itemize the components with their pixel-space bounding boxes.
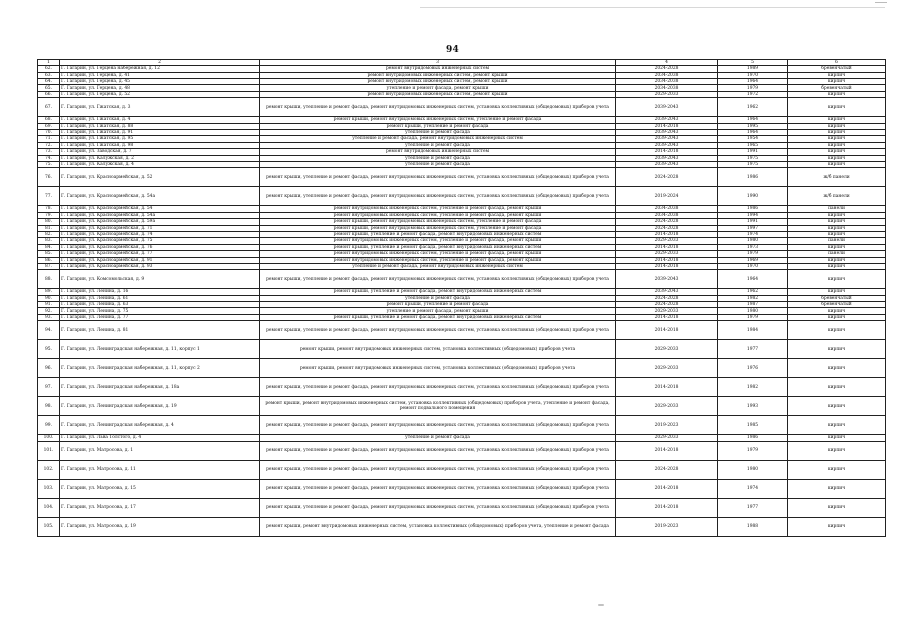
period-cell: 2029-2033 [616,91,718,97]
wall-material-cell: кирпич [788,130,886,136]
build-year-cell: 1997 [718,225,788,231]
wall-material-cell: бревенчатый [788,302,886,308]
table-row [38,397,886,416]
wall-material-cell: кирпич [788,359,886,378]
work-type-cell: ремонт внутридомовых инженерных систем, ремонт крыши [260,91,616,97]
work-type-cell: ремонт внутридомовых инженерных систем [260,149,616,155]
address-cell: Г. Гагарин, ул. Заводская, д. 7 [60,149,260,155]
build-year-cell: 1977 [718,340,788,359]
work-type-cell: ремонт внутридомовых инженерных систем, утепление и ремонт фасада, ремонт крыши [260,206,616,212]
address-cell: Г. Гагарин, ул. Герцена, д. 48 [60,85,260,91]
row-number-cell: 84. [38,244,60,250]
period-cell: 2029-2033 [616,359,718,378]
wall-material-cell: кирпич [788,263,886,269]
row-number-cell: 76. [38,168,60,187]
work-type-cell: ремонт крыши, ремонт внутридомовых инженерных систем, установка коллективных (общедомовых) приборов учета, утепление и ремонт фасада [260,517,616,536]
wall-material-cell: кирпич [788,498,886,517]
address-cell: Г. Гагарин, ул. Красноармейская, д. 75 [60,238,260,244]
wall-material-cell: кирпич [788,117,886,123]
wall-material-cell: кирпич [788,397,886,416]
work-type-cell: ремонт крыши, утепление и ремонт фасада, ремонт внутридомовых инженерных систем, установка коллективных (общедомовых) приборов учета [260,168,616,187]
work-type-cell: ремонт внутридомовых инженерных систем, утепление и ремонт фасада, ремонт крыши [260,251,616,257]
wall-material-cell: кирпич [788,149,886,155]
row-number-cell: 89. [38,289,60,295]
wall-material-cell: кирпич [788,340,886,359]
address-cell: Г. Гагарин, ул. Гжатская, д. 98 [60,142,260,148]
work-type-cell: утепление и ремонт фасада [260,295,616,301]
table-row [38,359,886,378]
work-type-cell: ремонт крыши, ремонт внутридомовых инженерных систем, утепление и ремонт фасада [260,117,616,123]
work-type-cell: утепление и ремонт фасада [260,130,616,136]
address-cell: Г. Гагарин, ул. Ленинградская набережная, д. 18а [60,378,260,397]
work-type-cell: ремонт крыши, утепление и ремонт фасада, ремонт внутридомовых инженерных систем, установка коллективных (общедомовых) приборов учета [260,479,616,498]
row-number-cell: 70. [38,130,60,136]
build-year-cell: 1975 [718,155,788,161]
period-cell: 2039-2043 [616,136,718,142]
row-number-cell: 96. [38,359,60,378]
row-number-cell: 79. [38,212,60,218]
row-number-cell: 100. [38,435,60,441]
row-number-cell: 87. [38,263,60,269]
address-cell: Г. Гагарин, ул. Комсомольская, д. 9 [60,270,260,289]
row-number-cell: 74. [38,155,60,161]
build-year-cell: 1979 [718,85,788,91]
address-cell: Г. Гагарин, ул. Герцена, д. 52 [60,91,260,97]
period-cell: 2034-2038 [616,206,718,212]
wall-material-cell: кирпич [788,517,886,536]
work-type-cell: ремонт крыши, утепление и ремонт фасада, ремонт внутридомовых инженерных систем, установка коллективных (общедомовых) приборов учета [260,187,616,206]
row-number-cell: 90. [38,295,60,301]
table-row [38,168,886,187]
address-cell: Г. Гагарин, ул. Ленинградская набережная, д. 11, корпус 2 [60,359,260,378]
wall-material-cell: кирпич [788,435,886,441]
work-type-cell: ремонт крыши, утепление и ремонт фасада, ремонт внутридомовых инженерных систем [260,231,616,237]
build-year-cell: 1979 [718,251,788,257]
address-cell: Г. Гагарин, ул. Гжатская, д. 95 [60,136,260,142]
address-cell: Г. Гагарин, ул. Красноармейская, д. 54 [60,206,260,212]
period-cell: 2024-2028 [616,302,718,308]
address-cell: Г. Гагарин, ул. Матросова, д. 1 [60,441,260,460]
row-number-cell: 86. [38,257,60,263]
build-year-cell: 1973 [718,244,788,250]
address-cell: Г. Гагарин, ул. Герцена, д. 45 [60,79,260,85]
scan-corner-mark [875,2,887,3]
row-number-cell: 83. [38,238,60,244]
work-type-cell: ремонт крыши, утепление и ремонт фасада, ремонт внутридомовых инженерных систем, установка коллективных (общедомовых) приборов учета [260,98,616,117]
table-row [38,378,886,397]
period-cell: 2014-2018 [616,314,718,320]
period-cell: 2014-2018 [616,231,718,237]
document-sheet [37,59,885,537]
period-cell: 2014-2018 [616,479,718,498]
work-type-cell: ремонт крыши, утепление и ремонт фасада, ремонт внутридомовых инженерных систем, установка коллективных (общедомовых) приборов учета [260,460,616,479]
address-cell: Г. Гагарин, ул. Калужская, д. 2 [60,155,260,161]
address-cell: Г. Гагарин, ул. Льва Толстого, д. 4 [60,435,260,441]
table-row [38,498,886,517]
period-cell: 2014-2018 [616,263,718,269]
build-year-cell: 1991 [718,219,788,225]
header-cell: 4 [616,60,718,66]
period-cell: 2029-2033 [616,238,718,244]
period-cell: 2014-2018 [616,378,718,397]
build-year-cell: 1977 [718,498,788,517]
period-cell: 2014-2018 [616,123,718,129]
wall-material-cell: кирпич [788,91,886,97]
table-row [38,416,886,435]
row-number-cell: 91. [38,302,60,308]
build-year-cell: 1964 [718,130,788,136]
wall-material-cell: кирпич [788,308,886,314]
period-cell: 2039-2043 [616,270,718,289]
address-cell: Г. Гагарин, ул. Ленинградская набережная, д. 19 [60,397,260,416]
period-cell: 2034-2038 [616,72,718,78]
build-year-cell: 1995 [718,123,788,129]
period-cell: 2024-2028 [616,295,718,301]
address-cell: Г. Гагарин, ул. Ленинградская набережная, д. 11, корпус 1 [60,340,260,359]
address-cell: Г. Гагарин, ул. Ленина, д. 63 [60,302,260,308]
row-number-cell: 81. [38,225,60,231]
wall-material-cell: кирпич [788,212,886,218]
wall-material-cell: кирпич [788,479,886,498]
table-row [38,517,886,536]
build-year-cell: 1965 [718,142,788,148]
row-number-cell: 69. [38,123,60,129]
address-cell: Г. Гагарин, ул. Красноармейская, д. 54а [60,212,260,218]
build-year-cell: 1954 [718,136,788,142]
row-number-cell: 93. [38,314,60,320]
period-cell: 2019-2023 [616,416,718,435]
period-cell: 2024-2028 [616,460,718,479]
row-number-cell: 63. [38,72,60,78]
period-cell: 2039-2043 [616,117,718,123]
header-cell: 2 [60,60,260,66]
work-type-cell: ремонт крыши, утепление и ремонт фасада, ремонт внутридомовых инженерных систем, установка коллективных (общедомовых) приборов учета [260,416,616,435]
build-year-cell: 1979 [718,441,788,460]
build-year-cell: 1972 [718,91,788,97]
work-type-cell: утепление и ремонт фасада [260,435,616,441]
wall-material-cell: кирпич [788,123,886,129]
work-type-cell: ремонт внутридомовых инженерных систем, ремонт крыши [260,79,616,85]
period-cell: 2024-2028 [616,219,718,225]
address-cell: Г. Гагарин, ул. Красноармейская, д. 54а [60,187,260,206]
build-year-cell: 1987 [718,302,788,308]
period-cell: 2014-2018 [616,149,718,155]
address-cell: Г. Гагарин, ул. Гжатская, д. 88 [60,123,260,129]
wall-material-cell: панели [788,238,886,244]
row-number-cell: 92. [38,308,60,314]
period-cell: 2039-2043 [616,142,718,148]
wall-material-cell: кирпич [788,378,886,397]
address-cell: Г. Гагарин, ул. Матросова, д. 11 [60,460,260,479]
wall-material-cell: кирпич [788,460,886,479]
build-year-cell: 1984 [718,321,788,340]
row-number-cell: 104. [38,498,60,517]
row-number-cell: 97. [38,378,60,397]
row-number-cell: 82. [38,231,60,237]
row-number-cell: 71. [38,136,60,142]
page-number: 94 [446,45,459,55]
address-cell: Г. Гагарин, ул. Красноармейская, д. 71 [60,225,260,231]
address-cell: Г. Гагарин, ул. Гжатская, д. 91 [60,130,260,136]
wall-material-cell: кирпич [788,441,886,460]
address-cell: Г. Гагарин, ул. Красноармейская, д. 91 [60,257,260,263]
row-number-cell: 78. [38,206,60,212]
row-number-cell: 99. [38,416,60,435]
period-cell: 2014-2018 [616,244,718,250]
period-cell: 2039-2043 [616,130,718,136]
address-cell: Г. Гагарин, ул. Герцена набережная, д. 12 [60,66,260,72]
wall-material-cell: панели [788,206,886,212]
wall-material-cell: кирпич [788,161,886,167]
period-cell: 2019-2023 [616,517,718,536]
wall-material-cell: кирпич [788,244,886,250]
period-cell: 2024-2028 [616,225,718,231]
build-year-cell: 1962 [718,289,788,295]
build-year-cell: 1974 [718,479,788,498]
work-type-cell: утепление и ремонт фасада [260,142,616,148]
work-type-cell: утепление и ремонт фасада, ремонт внутридомовых инженерных систем [260,263,616,269]
period-cell: 2014-2018 [616,257,718,263]
work-type-cell: ремонт крыши, утепление и ремонт фасада, ремонт внутридомовых инженерных систем, установка коллективных (общедомовых) приборов учета [260,378,616,397]
work-type-cell: ремонт крыши, утепление и ремонт фасада, ремонт внутридомовых инженерных систем, установка коллективных (общедомовых) приборов учета [260,441,616,460]
build-year-cell: 1980 [718,308,788,314]
build-year-cell: 1990 [718,187,788,206]
work-type-cell: ремонт внутридомовых инженерных систем, утепление и ремонт фасада, ремонт крыши [260,238,616,244]
row-number-cell: 80. [38,219,60,225]
address-cell: Г. Гагарин, ул. Красноармейская, д. 74 [60,231,260,237]
header-cell: 3 [260,60,616,66]
row-number-cell: 67. [38,98,60,117]
period-cell: 2034-2038 [616,212,718,218]
table-row [38,321,886,340]
repair-schedule-table [37,59,886,537]
wall-material-cell: бревенчатый [788,66,886,72]
row-number-cell: 102. [38,460,60,479]
row-number-cell: 77. [38,187,60,206]
period-cell: 2034-2038 [616,85,718,91]
work-type-cell: утепление и ремонт фасада, ремонт внутридомовых инженерных систем [260,136,616,142]
header-cell: 1 [38,60,60,66]
wall-material-cell: бревенчатый [788,85,886,91]
wall-material-cell: кирпич [788,314,886,320]
table-row [38,187,886,206]
wall-material-cell: ж/б панели [788,168,886,187]
period-cell: 2014-2018 [616,498,718,517]
wall-material-cell: бревенчатый [788,295,886,301]
build-year-cell: 1970 [718,263,788,269]
build-year-cell: 1982 [718,295,788,301]
address-cell: Г. Гагарин, ул. Красноармейская, д. 77 [60,251,260,257]
row-number-cell: 66. [38,91,60,97]
wall-material-cell: кирпич [788,155,886,161]
address-cell: Г. Гагарин, ул. Ленина, д. 77 [60,314,260,320]
wall-material-cell: кирпич [788,98,886,117]
build-year-cell: 1980 [718,460,788,479]
build-year-cell: 1962 [718,98,788,117]
address-cell: Г. Гагарин, ул. Гжатская, д. 4 [60,117,260,123]
wall-material-cell: кирпич [788,257,886,263]
work-type-cell: ремонт крыши, ремонт внутридомовых инженерных систем, установка коллективных (общедомовых) приборов учета [260,359,616,378]
work-type-cell: ремонт крыши, утепление и ремонт фасада, ремонт внутридомовых инженерных систем, установка коллективных (общедомовых) приборов учета [260,498,616,517]
address-cell: Г. Гагарин, ул. Красноармейская, д. 76 [60,244,260,250]
wall-material-cell: панели [788,251,886,257]
row-number-cell: 94. [38,321,60,340]
wall-material-cell: кирпич [788,79,886,85]
row-number-cell: 98. [38,397,60,416]
work-type-cell: утепление и ремонт фасада [260,155,616,161]
address-cell: Г. Гагарин, ул. Матросова, д. 15 [60,479,260,498]
work-type-cell: ремонт крыши, утепление и ремонт фасада, ремонт внутридомовых инженерных систем [260,289,616,295]
header-cell: 5 [718,60,788,66]
period-cell: 2029-2033 [616,397,718,416]
build-year-cell: 1976 [718,359,788,378]
build-year-cell: 1991 [718,149,788,155]
work-type-cell: ремонт крыши, утепление и ремонт фасада, ремонт внутридомовых инженерных систем [260,244,616,250]
wall-material-cell: кирпич [788,289,886,295]
build-year-cell: 1964 [718,79,788,85]
work-type-cell: ремонт крыши, ремонт внутридомовых инженерных систем, утепление и ремонт фасада [260,219,616,225]
address-cell: Г. Гагарин, ул. Красноармейская, д. 52 [60,168,260,187]
wall-material-cell: кирпич [788,416,886,435]
address-cell: Г. Гагарин, ул. Калужская, д. 4 [60,161,260,167]
work-type-cell: ремонт крыши, утепление и ремонт фасада [260,123,616,129]
work-type-cell: ремонт крыши, утепление и ремонт фасада, ремонт внутридомовых инженерных систем, установка коллективных (общедомовых) приборов учета [260,270,616,289]
build-year-cell: 1993 [718,397,788,416]
row-number-cell: 72. [38,142,60,148]
period-cell: 2039-2043 [616,155,718,161]
build-year-cell: 1985 [718,416,788,435]
address-cell: Г. Гагарин, ул. Красноармейская, д. 93 [60,263,260,269]
work-type-cell: утепление и ремонт фасада [260,161,616,167]
build-year-cell: 1969 [718,257,788,263]
build-year-cell: 1986 [718,206,788,212]
build-year-cell: 1982 [718,378,788,397]
wall-material-cell: кирпич [788,321,886,340]
work-type-cell: ремонт крыши, утепление и ремонт фасада [260,302,616,308]
period-cell: 2034-2038 [616,79,718,85]
build-year-cell: 1964 [718,117,788,123]
table-row [38,340,886,359]
period-cell: 2039-2043 [616,289,718,295]
work-type-cell: ремонт крыши, утепление и ремонт фасада, ремонт внутридомовых инженерных систем, установка коллективных (общедомовых) приборов учета [260,321,616,340]
period-cell: 2014-2018 [616,441,718,460]
wall-material-cell: кирпич [788,225,886,231]
period-cell: 2014-2018 [616,321,718,340]
table-body [38,60,886,537]
build-year-cell: 1970 [718,72,788,78]
address-cell: Г. Гагарин, ул. Матросова, д. 19 [60,517,260,536]
work-type-cell: ремонт крыши, ремонт внутридомовых инженерных систем, установка коллективных (общедомовых) приборов учета [260,340,616,359]
build-year-cell: 1989 [718,66,788,72]
header-cell: 6 [788,60,886,66]
row-number-cell: 85. [38,251,60,257]
address-cell: Г. Гагарин, ул. Ленина, д. 81 [60,321,260,340]
address-cell: Г. Гагарин, ул. Герцена, д. 41 [60,72,260,78]
period-cell: 2029-2033 [616,251,718,257]
period-cell: 2029-2033 [616,308,718,314]
work-type-cell: утепление и ремонт фасада, ремонт крыши [260,85,616,91]
table-row [38,441,886,460]
work-type-cell: ремонт внутридомовых инженерных систем [260,66,616,72]
wall-material-cell: кирпич [788,142,886,148]
period-cell: 2024-2028 [616,66,718,72]
work-type-cell: ремонт внутридомовых инженерных систем, утепление и ремонт фасада, ремонт крыши [260,212,616,218]
address-cell: Г. Гагарин, ул. Матросова, д. 17 [60,498,260,517]
wall-material-cell: кирпич [788,231,886,237]
wall-material-cell: кирпич [788,136,886,142]
row-number-cell: 101. [38,441,60,460]
row-number-cell: 95. [38,340,60,359]
work-type-cell: ремонт внутридомовых инженерных систем, утепление и ремонт фасада, ремонт крыши [260,257,616,263]
table-row [38,460,886,479]
work-type-cell: ремонт крыши, ремонт внутридомовых инженерных систем, утепление и ремонт фасада [260,225,616,231]
address-cell: Г. Гагарин, ул. Красноармейская, д. 59а [60,219,260,225]
address-cell: Г. Гагарин, ул. Ленина, д. 16 [60,289,260,295]
row-number-cell: 73. [38,149,60,155]
work-type-cell: утепление и ремонт фасада, ремонт крыши [260,308,616,314]
build-year-cell: 1986 [718,435,788,441]
build-year-cell: 1988 [718,517,788,536]
row-number-cell: 105. [38,517,60,536]
table-row [38,479,886,498]
row-number-cell: 103. [38,479,60,498]
work-type-cell: ремонт внутридомовых инженерных систем, ремонт крыши [260,72,616,78]
row-number-cell: 65. [38,85,60,91]
wall-material-cell: ж/б панели [788,187,886,206]
row-number-cell: 64. [38,79,60,85]
scan-top-edge [420,7,885,8]
period-cell: 2039-2043 [616,161,718,167]
scan-smudge [598,604,604,606]
wall-material-cell: кирпич [788,219,886,225]
period-cell: 2029-2033 [616,340,718,359]
build-year-cell: 1980 [718,238,788,244]
period-cell: 2024-2028 [616,168,718,187]
period-cell: 2029-2033 [616,435,718,441]
work-type-cell: ремонт крыши, ремонт внутридомовых инженерных систем, установка коллективных (общедомовых) приборов учета, утепление и ремонт фасада, ремонт подвального помещения [260,397,616,416]
wall-material-cell: кирпич [788,72,886,78]
build-year-cell: 1979 [718,314,788,320]
build-year-cell: 1994 [718,212,788,218]
address-cell: Г. Гагарин, ул. Ленинградская набережная, д. 4 [60,416,260,435]
table-row [38,98,886,117]
build-year-cell: 1974 [718,231,788,237]
work-type-cell: ремонт крыши, утепление и ремонт фасада, ремонт внутридомовых инженерных систем [260,314,616,320]
address-cell: Г. Гагарин, ул. Гжатская, д. 3 [60,98,260,117]
wall-material-cell: кирпич [788,270,886,289]
row-number-cell: 62. [38,66,60,72]
table-row [38,270,886,289]
row-number-cell: 75. [38,161,60,167]
period-cell: 2019-2024 [616,187,718,206]
row-number-cell: 88. [38,270,60,289]
build-year-cell: 1975 [718,161,788,167]
address-cell: Г. Гагарин, ул. Ленина, д. 75 [60,308,260,314]
build-year-cell: 1986 [718,168,788,187]
period-cell: 2039-2043 [616,98,718,117]
row-number-cell: 68. [38,117,60,123]
address-cell: Г. Гагарин, ул. Ленина, д. 61 [60,295,260,301]
build-year-cell: 1964 [718,270,788,289]
